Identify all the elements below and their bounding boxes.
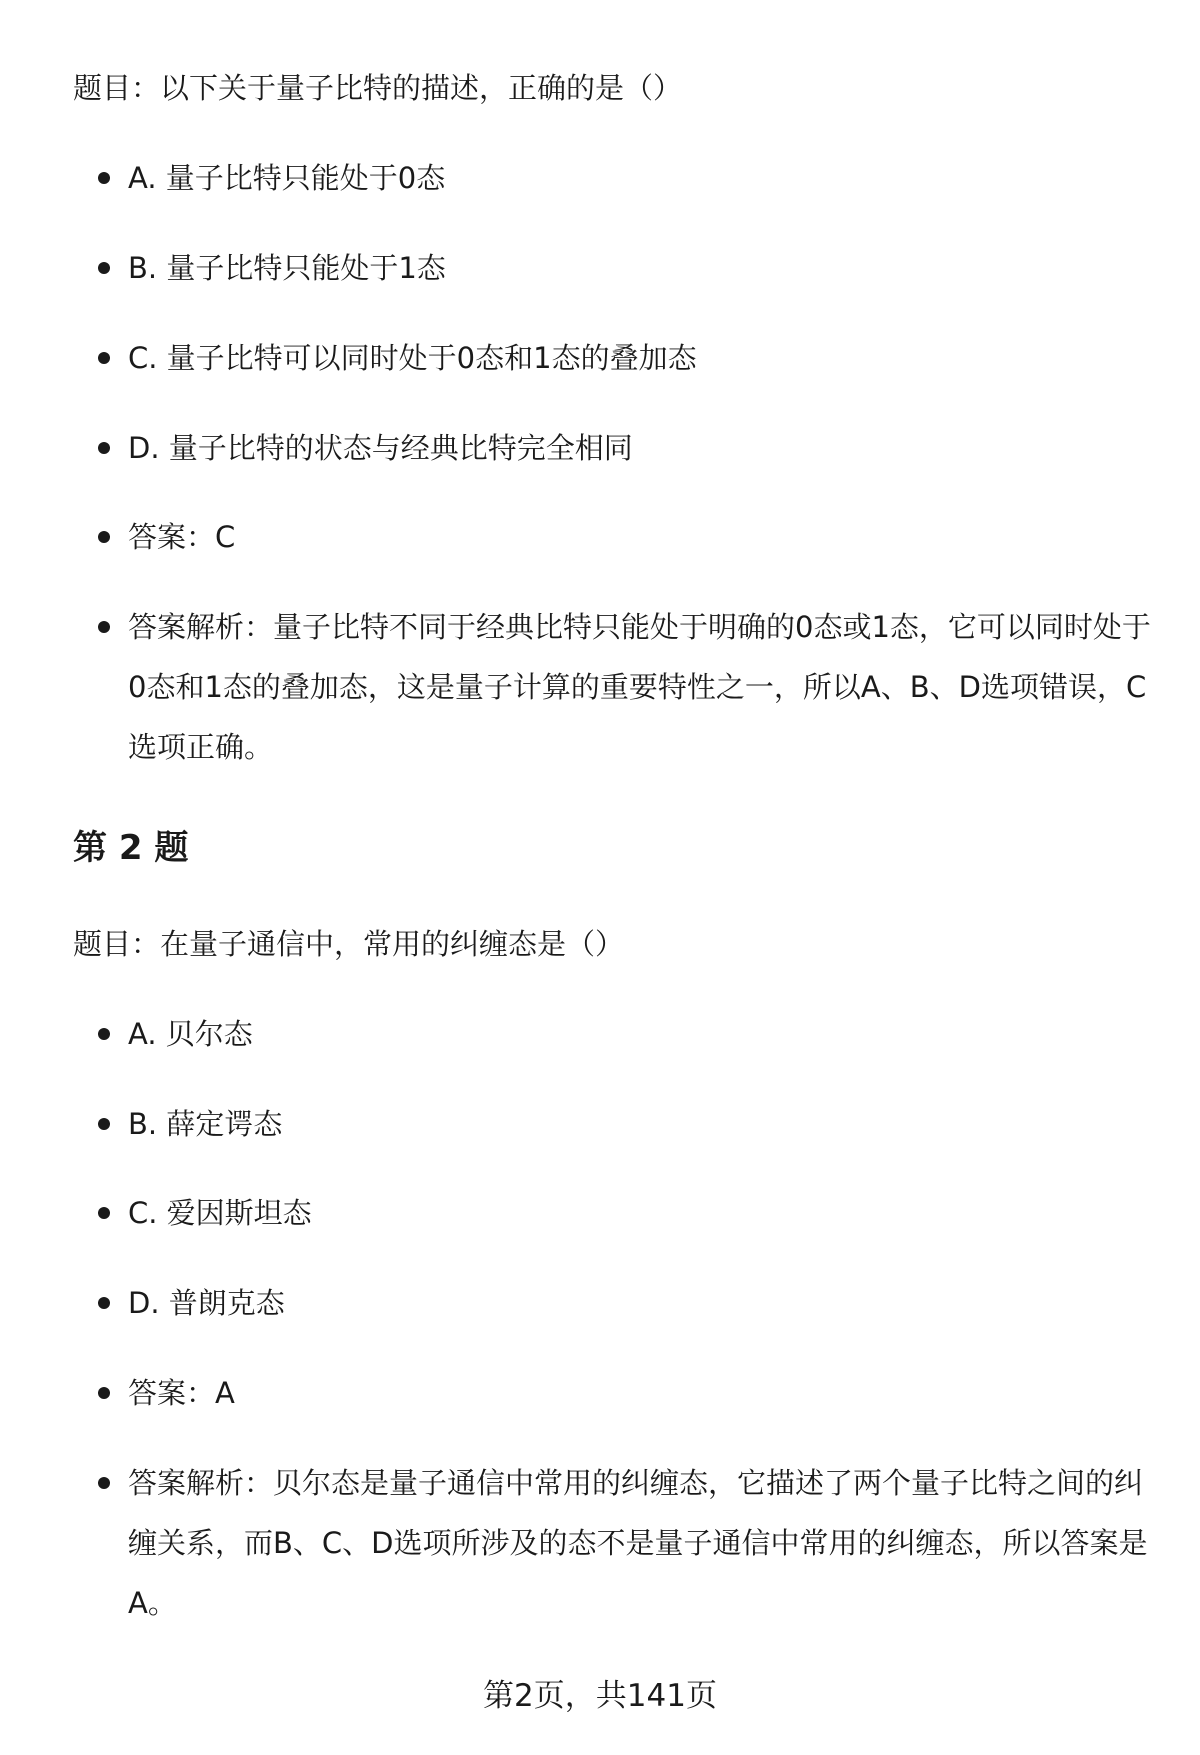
option-text: D. 量子比特的状态与经典比特完全相同 <box>128 431 633 465</box>
option-text: C. 量子比特可以同时处于0态和1态的叠加态 <box>128 341 697 375</box>
question-2-option-c <box>98 1183 1158 1243</box>
option-text: B. 薛定谔态 <box>128 1107 283 1141</box>
explanation-text: 答案解析：量子比特不同于经典比特只能处于明确的0态或1态，它可以同时处于0态和1态的叠加态，这是量子计算的重要特性之一，所以A、B、D选项错误，C选项正确。 <box>128 610 1151 764</box>
explanation-text: 答案解析：贝尔态是量子通信中常用的纠缠态，它描述了两个量子比特之间的纠缠关系，而B、C、D选项所涉及的态不是量子通信中常用的纠缠态，所以答案是A。 <box>128 1466 1148 1620</box>
question-1-option-b <box>98 238 1158 298</box>
answer-text: 答案：A <box>128 1376 235 1410</box>
option-text: C. 爱因斯坦态 <box>128 1196 312 1230</box>
bullet-icon <box>98 352 110 364</box>
option-text: D. 普朗克态 <box>128 1286 285 1320</box>
question-2-option-b <box>98 1094 1158 1154</box>
question-1-option-c <box>98 328 1158 388</box>
option-text: A. 贝尔态 <box>128 1017 253 1051</box>
bullet-icon <box>98 1297 110 1309</box>
bullet-icon <box>98 1477 110 1489</box>
question-1-prompt: 题目：以下关于量子比特的描述，正确的是（） <box>73 71 683 105</box>
bullet-icon <box>98 262 110 274</box>
question-2-option-a <box>98 1004 1158 1064</box>
question-1-option-a <box>98 148 1158 208</box>
bullet-icon <box>98 531 110 543</box>
bullet-icon <box>98 621 110 633</box>
question-2-explanation <box>98 1453 1158 1633</box>
bullet-icon <box>98 1387 110 1399</box>
question-2-prompt: 题目：在量子通信中，常用的纠缠态是（） <box>73 927 625 961</box>
question-1-explanation <box>98 597 1158 777</box>
page-number-footer: 第2页，共141页 <box>483 1678 717 1714</box>
bullet-icon <box>98 1207 110 1219</box>
bullet-icon <box>98 172 110 184</box>
question-2-option-d <box>98 1273 1158 1333</box>
question-2-heading: 第 2 题 <box>73 828 189 868</box>
bullet-icon <box>98 1118 110 1130</box>
bullet-icon <box>98 1028 110 1040</box>
bullet-icon <box>98 442 110 454</box>
question-1-answer <box>98 507 1158 567</box>
question-1-option-d <box>98 418 1158 478</box>
question-2-answer <box>98 1363 1158 1423</box>
option-text: B. 量子比特只能处于1态 <box>128 251 446 285</box>
answer-text: 答案：C <box>128 520 236 554</box>
option-text: A. 量子比特只能处于0态 <box>128 161 446 195</box>
